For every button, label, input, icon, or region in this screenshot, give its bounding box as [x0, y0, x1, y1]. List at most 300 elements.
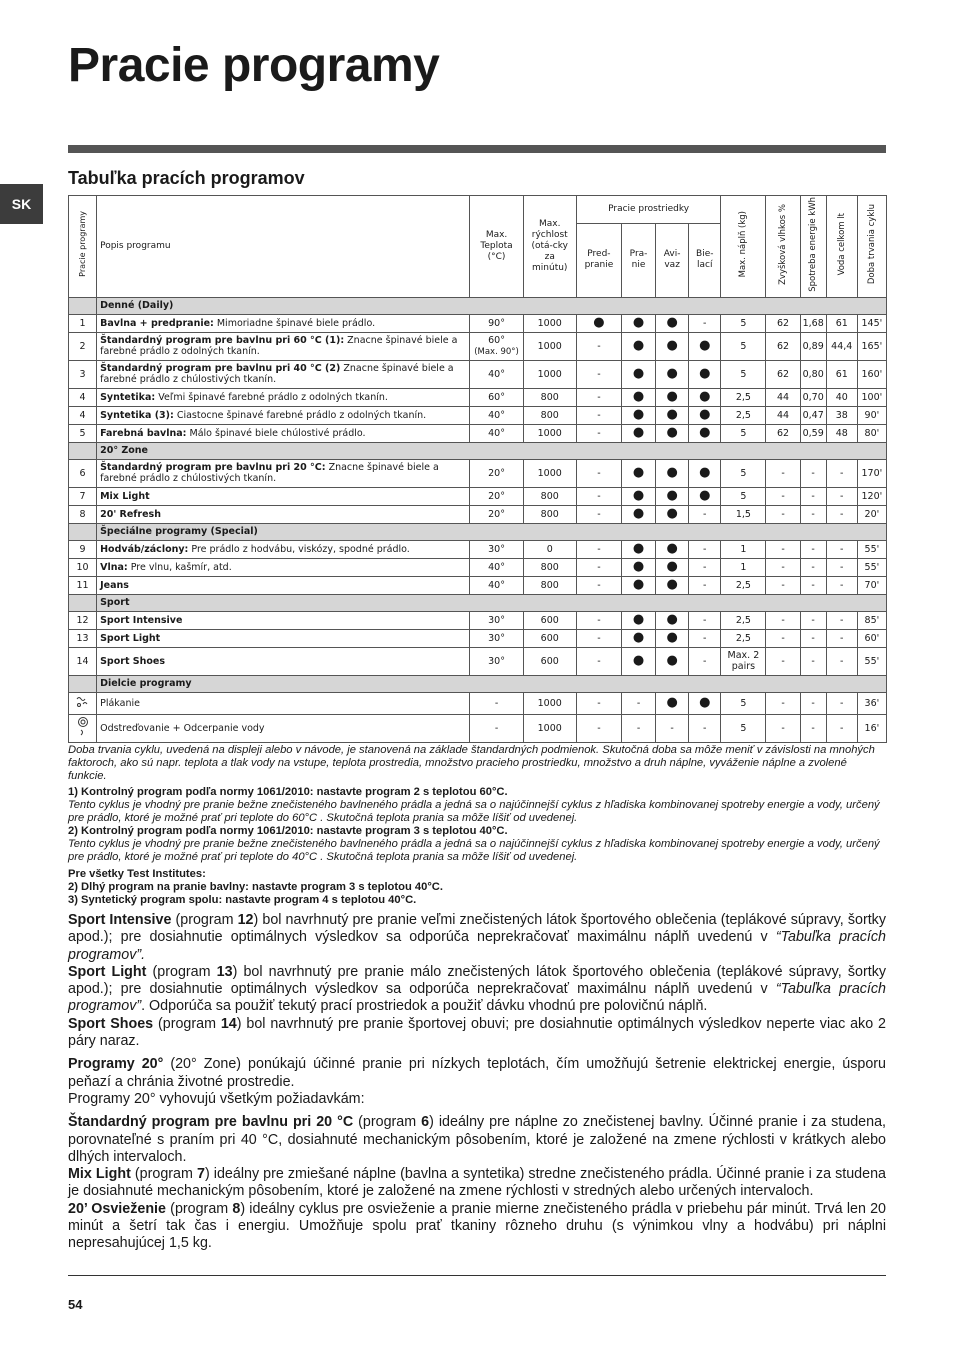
max-temp-value: 40°	[488, 579, 505, 591]
program-detail: Mimoriadne špinavé biele prádlo.	[213, 317, 376, 329]
moisture-cell: 44	[766, 406, 800, 424]
max-speed-cell: 1000	[523, 332, 576, 360]
section-title: Sport	[97, 594, 887, 611]
table-row	[69, 505, 887, 523]
max-temp-cell	[470, 692, 523, 714]
max-temp-cell	[470, 576, 523, 594]
program-number: 7	[69, 487, 97, 505]
water-cell: -	[826, 459, 857, 487]
note-control-1-text: Tento cyklus je vhodný pre pranie bežne znečisteného bavlneného prádla a jedná sa o najúčinnejší cyklus z hľadiska kombinovanej spotreby energie a vody, určený pre prádlo, ktoré je možné prať pri teplote do 60°C . Skutočná teplota prania sa môže líšiť od uvedenej.	[68, 799, 880, 824]
duration-cell: 70'	[857, 576, 886, 594]
max-temp-value: 60°	[488, 391, 505, 403]
bleach-cell: -	[689, 540, 721, 558]
program-name: Hodváb/záclony:	[100, 543, 189, 555]
water-cell: -	[826, 558, 857, 576]
moisture-cell: -	[766, 558, 800, 576]
max-temp-cell	[470, 629, 523, 647]
program-description	[97, 505, 470, 523]
header-max-temp: Max. Teplota (°C)	[470, 196, 523, 298]
max-temp-cell	[470, 540, 523, 558]
water-cell: 40	[826, 388, 857, 406]
table-row	[69, 540, 887, 558]
table-row	[69, 360, 887, 388]
bleach-cell: ●	[689, 332, 721, 360]
bleach-cell: ●	[689, 406, 721, 424]
moisture-cell: 62	[766, 314, 800, 332]
program-number: 13	[69, 629, 97, 647]
duration-cell: 160'	[857, 360, 886, 388]
water-cell: -	[826, 540, 857, 558]
paragraph-cotton-20: Štandardný program pre bavlnu pri 20 °C (program 6) ideálny pre náplne zo znečistenej bavlny. Účinné pranie i za studena, porovnateľné s praním pri 40 °C, dosiahnuté mechanickým pôsobením, ktoré je založené na zmene rýchlosti v krátkych alebo dlhých intervaloch.	[68, 1114, 886, 1165]
energy-cell: -	[800, 647, 826, 675]
program-description	[97, 558, 470, 576]
bleach-cell: -	[689, 505, 721, 523]
header-rule	[68, 145, 886, 153]
softener-cell: -	[656, 714, 689, 742]
max-load-cell: 5	[721, 487, 766, 505]
section-header	[69, 594, 887, 611]
softener-cell: ●	[656, 558, 689, 576]
paragraph-sport-light: Sport Light (program 13) bol navrhnutý pre pranie málo znečistených látok športového oblečenia (teplákové súpravy, šortky apod.); pre dosiahnutie optimálnych výsledkov sa odporúča neprekračovať maximálnu náplň uvedenú v “Tabuľka pracích programov”. Odporúča sa použiť tekutý prací prostriedok a použiť dávku vhodnú pre polovičnú náplň.	[68, 963, 886, 1015]
prewash-cell: -	[576, 714, 621, 742]
max-speed-cell: 600	[523, 611, 576, 629]
programs-table-body	[69, 297, 887, 742]
section-blank	[69, 523, 97, 540]
wash-cell: ●	[621, 360, 655, 388]
program-number: 4	[69, 388, 97, 406]
bleach-cell: -	[689, 314, 721, 332]
max-temp-value: 20°	[488, 490, 505, 502]
max-speed-cell: 800	[523, 558, 576, 576]
table-notes	[68, 744, 888, 907]
max-temp-cell	[470, 406, 523, 424]
duration-cell: 170'	[857, 459, 886, 487]
wash-cell: -	[621, 692, 655, 714]
paragraph-sport-intensive: Sport Intensive (program 12) bol navrhnutý pre pranie veľmi znečistených látok športového oblečenia (teplákové súpravy, šortky apod.); pre dosiahnutie optimálnych výsledkov sa odporúča neprekračovať maximálnu náplň uvedenú v “Tabuľka pracích programov”.	[68, 912, 886, 963]
bleach-cell: ●	[689, 459, 721, 487]
max-temp-value: 30°	[488, 632, 505, 644]
energy-cell: 0,70	[800, 388, 826, 406]
energy-cell: 0,80	[800, 360, 826, 388]
softener-cell: ●	[656, 388, 689, 406]
max-speed-cell: 800	[523, 487, 576, 505]
softener-cell: ●	[656, 459, 689, 487]
softener-cell: ●	[656, 629, 689, 647]
header-max-load: Max. náplň (kg)	[721, 196, 766, 298]
max-temp-value: 20°	[488, 508, 505, 520]
water-cell: -	[826, 487, 857, 505]
duration-cell: 55'	[857, 647, 886, 675]
wash-cell: ●	[621, 406, 655, 424]
header-moisture: Zvyšková vlhkos %	[766, 196, 800, 298]
max-temp-cell	[470, 360, 523, 388]
max-load-cell: Max. 2 pairs	[721, 647, 766, 675]
energy-cell: -	[800, 505, 826, 523]
wash-cell: ●	[621, 505, 655, 523]
program-detail: Plákanie	[100, 697, 140, 709]
program-description	[97, 388, 470, 406]
max-load-cell: 5	[721, 459, 766, 487]
bleach-cell: -	[689, 611, 721, 629]
program-description	[97, 424, 470, 442]
max-temp-value: 40°	[488, 561, 505, 573]
prewash-cell: -	[576, 540, 621, 558]
water-cell: 44,4	[826, 332, 857, 360]
duration-cell: 16'	[857, 714, 886, 742]
moisture-cell: 62	[766, 360, 800, 388]
max-temp-cell	[470, 332, 523, 360]
paragraph-sport-shoes: Sport Shoes (program 14) bol navrhnutý pre pranie športovej obuvi; pre dosiahnutie optimálnych výsledkov neperte viac ako 2 páry naraz.	[68, 1015, 886, 1050]
max-load-cell: 2,5	[721, 611, 766, 629]
program-name: Štandardný program pre bavlnu pri 40 °C (2)	[100, 363, 341, 375]
water-cell: 61	[826, 360, 857, 388]
program-description	[97, 540, 470, 558]
moisture-cell: -	[766, 487, 800, 505]
note-duration: Doba trvania cyklu, uvedená na displeji alebo v návode, je stanovená na základe štandardných podmienok. Skutočná doba sa môže meniť v závislosti na mnohých faktoroch, ako sú napr. teplota a tlak vody na vstupe, teplota prostredia, množstvo pracieho prostriedku, množstvo a druh náplne, vyváženie náplne a zvolené funkcie.	[68, 744, 875, 782]
energy-cell: -	[800, 459, 826, 487]
max-temp-cell	[470, 714, 523, 742]
bleach-cell: ●	[689, 388, 721, 406]
prewash-cell: -	[576, 459, 621, 487]
softener-cell: ●	[656, 505, 689, 523]
max-temp-value: 30°	[488, 543, 505, 555]
max-speed-cell: 1000	[523, 692, 576, 714]
program-number: 1	[69, 314, 97, 332]
max-speed-cell: 1000	[523, 424, 576, 442]
moisture-cell: -	[766, 459, 800, 487]
wash-cell: ●	[621, 647, 655, 675]
program-name: Sport Intensive	[100, 614, 183, 626]
max-speed-cell: 0	[523, 540, 576, 558]
wash-cell: ●	[621, 629, 655, 647]
energy-cell: 0,89	[800, 332, 826, 360]
softener-cell: ●	[656, 332, 689, 360]
bleach-cell: -	[689, 714, 721, 742]
wash-cell: ●	[621, 576, 655, 594]
prewash-cell: -	[576, 576, 621, 594]
max-load-cell: 2,5	[721, 629, 766, 647]
softener-cell: ●	[656, 406, 689, 424]
prewash-cell: -	[576, 692, 621, 714]
section-header	[69, 297, 887, 314]
max-speed-cell: 800	[523, 388, 576, 406]
bleach-cell: ●	[689, 424, 721, 442]
note-long-cotton: 2) Dlhý program na pranie bavlny: nastavte program 3 s teplotou 40°C.	[68, 881, 443, 893]
table-row	[69, 714, 887, 742]
section-header	[69, 523, 887, 540]
moisture-cell: 62	[766, 424, 800, 442]
table-row	[69, 647, 887, 675]
program-name: Mix Light	[100, 490, 150, 502]
moisture-cell: -	[766, 611, 800, 629]
max-temp-value: 20°	[488, 467, 505, 479]
max-temp-value: 40°	[488, 409, 505, 421]
max-temp-cell	[470, 459, 523, 487]
program-name: Syntetika (3):	[100, 409, 174, 421]
section-subtitle: Tabuľka pracích programov	[68, 168, 305, 188]
program-detail: Odstreďovanie + Odcerpanie vody	[100, 722, 265, 734]
section-header	[69, 442, 887, 459]
header-programs: Pracie programy	[69, 196, 97, 298]
max-speed-cell: 800	[523, 406, 576, 424]
duration-cell: 100'	[857, 388, 886, 406]
program-number: 6	[69, 459, 97, 487]
max-temp-value: -	[494, 722, 499, 734]
water-cell: -	[826, 692, 857, 714]
wash-cell: ●	[621, 424, 655, 442]
max-load-cell: 1,5	[721, 505, 766, 523]
program-name: Syntetika:	[100, 391, 156, 403]
table-row	[69, 314, 887, 332]
header-detergents: Pracie prostriedky	[576, 196, 721, 224]
softener-cell: ●	[656, 576, 689, 594]
note-synthetic: 3) Syntetický program spolu: nastavte program 4 s teplotou 40°C.	[68, 894, 417, 906]
max-temp-note: (Max. 90°)	[474, 347, 519, 358]
program-number: 4	[69, 406, 97, 424]
energy-cell: 0,47	[800, 406, 826, 424]
energy-cell: -	[800, 540, 826, 558]
duration-cell: 55'	[857, 558, 886, 576]
note-institutes: Pre všetky Test Institutes:	[68, 868, 206, 880]
program-number: 11	[69, 576, 97, 594]
program-detail: Znacne špinavé biele a farebné prádlo z odolných tkanín.	[100, 335, 458, 358]
header-bleach: Bie-lací	[689, 223, 721, 297]
water-cell: -	[826, 576, 857, 594]
table-row	[69, 692, 887, 714]
max-load-cell: 5	[721, 332, 766, 360]
wash-cell: ●	[621, 388, 655, 406]
wash-cell: ●	[621, 487, 655, 505]
wash-cell: ●	[621, 611, 655, 629]
program-name: Sport Shoes	[100, 655, 166, 667]
header-softener: Avi-vaz	[656, 223, 689, 297]
program-name: Jeans	[100, 579, 129, 591]
moisture-cell: -	[766, 692, 800, 714]
moisture-cell: 62	[766, 332, 800, 360]
program-description	[97, 576, 470, 594]
program-detail: Pre prádlo z hodvábu, viskózy, spodné prádlo.	[188, 543, 410, 555]
duration-cell: 90'	[857, 406, 886, 424]
program-name: Farebná bavlna:	[100, 427, 187, 439]
bleach-cell: -	[689, 558, 721, 576]
energy-cell: -	[800, 611, 826, 629]
energy-cell: -	[800, 576, 826, 594]
max-load-cell: 5	[721, 424, 766, 442]
header-description: Popis programu	[97, 196, 470, 298]
max-speed-cell: 1000	[523, 360, 576, 388]
energy-cell: -	[800, 558, 826, 576]
program-description	[97, 332, 470, 360]
wash-cell: ●	[621, 540, 655, 558]
max-temp-cell	[470, 487, 523, 505]
duration-cell: 85'	[857, 611, 886, 629]
section-title: Špeciálne programy (Special)	[97, 523, 887, 540]
max-speed-cell: 600	[523, 647, 576, 675]
bleach-cell: -	[689, 576, 721, 594]
softener-cell: ●	[656, 487, 689, 505]
max-speed-cell: 1000	[523, 714, 576, 742]
prewash-cell: -	[576, 505, 621, 523]
rinse-icon	[69, 692, 97, 714]
program-detail: Znacne špinavé biele a farebné prádlo z chúlostivých tkanín.	[100, 462, 439, 485]
softener-cell: ●	[656, 647, 689, 675]
moisture-cell: -	[766, 714, 800, 742]
paragraph-requirements: Programy 20° vyhovujú všetkým požiadavkám:	[68, 1090, 365, 1107]
max-load-cell: 1	[721, 558, 766, 576]
table-row	[69, 388, 887, 406]
duration-cell: 55'	[857, 540, 886, 558]
max-temp-cell	[470, 647, 523, 675]
bleach-cell: ●	[689, 487, 721, 505]
note-control-2-text: Tento cyklus je vhodný pre pranie bežne znečisteného bavlneného prádla a jedná sa o najúčinnejší cyklus z hľadiska kombinovanej spotreby energie a vody, určený pre prádlo, ktoré je možné prať pri teplote do 40°C . Skutočná teplota prania sa môže líšiť od uvedenej.	[68, 838, 880, 863]
max-load-cell: 2,5	[721, 406, 766, 424]
program-name: Sport Light	[100, 632, 161, 644]
energy-cell: 1,68	[800, 314, 826, 332]
softener-cell: ●	[656, 424, 689, 442]
max-temp-value: 60°	[488, 335, 505, 347]
language-tab: SK	[0, 184, 43, 224]
moisture-cell: -	[766, 505, 800, 523]
program-detail: Pre vlnu, kašmír, atd.	[127, 561, 232, 573]
prewash-cell: -	[576, 558, 621, 576]
section-title: Dielcie programy	[97, 675, 887, 692]
max-temp-cell	[470, 314, 523, 332]
spin-drain-icon	[69, 714, 97, 742]
energy-cell: 0,59	[800, 424, 826, 442]
program-description	[97, 692, 470, 714]
max-temp-value: 90°	[488, 317, 505, 329]
water-cell: -	[826, 629, 857, 647]
water-cell: -	[826, 647, 857, 675]
softener-cell: ●	[656, 692, 689, 714]
program-number: 3	[69, 360, 97, 388]
softener-cell: ●	[656, 360, 689, 388]
program-name: Vlna:	[100, 561, 128, 573]
program-name: 20' Refresh	[100, 508, 161, 520]
page-title: Pracie programy	[68, 39, 440, 92]
program-number: 12	[69, 611, 97, 629]
program-description	[97, 406, 470, 424]
note-control-2: 2) Kontrolný program podľa normy 1061/2010: nastavte program 3 s teplotou 40°C.	[68, 825, 508, 837]
prewash-cell: -	[576, 406, 621, 424]
prewash-cell: -	[576, 647, 621, 675]
program-name: Bavlna + predpranie:	[100, 317, 214, 329]
max-load-cell: 5	[721, 360, 766, 388]
section-blank	[69, 594, 97, 611]
bleach-cell: -	[689, 629, 721, 647]
softener-cell: ●	[656, 611, 689, 629]
moisture-cell: 44	[766, 388, 800, 406]
table-row	[69, 332, 887, 360]
header-water: Voda celkom lt	[826, 196, 857, 298]
program-detail: Veľmi špinavé farebné prádlo z odolných tkanín.	[155, 391, 388, 403]
max-load-cell: 2,5	[721, 576, 766, 594]
energy-cell: -	[800, 714, 826, 742]
duration-cell: 165'	[857, 332, 886, 360]
header-energy: Spotreba energie kWh	[800, 196, 826, 298]
section-title: Denné (Daily)	[97, 297, 887, 314]
wash-cell: ●	[621, 558, 655, 576]
wash-cell: ●	[621, 332, 655, 360]
header-max-speed: Max. rýchlost (otá-cky za minútu)	[523, 196, 576, 298]
max-temp-value: 30°	[488, 655, 505, 667]
bleach-cell: ●	[689, 692, 721, 714]
table-row	[69, 487, 887, 505]
table-row	[69, 406, 887, 424]
program-number: 10	[69, 558, 97, 576]
page-number: 54	[68, 1297, 83, 1312]
prewash-cell: -	[576, 611, 621, 629]
program-description	[97, 714, 470, 742]
softener-cell: ●	[656, 540, 689, 558]
energy-cell: -	[800, 692, 826, 714]
program-detail: Ciastocne špinavé farebné prádlo z odolných tkanín.	[173, 409, 427, 421]
bleach-cell: ●	[689, 360, 721, 388]
prewash-cell: -	[576, 388, 621, 406]
paragraph-mix-light: Mix Light (program 7) ideálny pre zmiešané náplne (bavlna a syntetika) stredne znečisteného prádla. Účinné pranie i za studena je dosiahnuté mechanickým pôsobením, ktoré je založené na zmene rýchlosti v stredných alebo určených intervaloch.	[68, 1166, 886, 1200]
energy-cell: -	[800, 487, 826, 505]
paragraph-programs-20: Programy 20° (20° Zone) ponúkajú účinné pranie pri nízkych teplotách, čím umožňujú šetrenie elektrickej energie, úsporu peňazí a chránia životné prostredie.	[68, 1056, 886, 1090]
header-duration: Doba trvania cyklu	[857, 196, 886, 298]
program-name: Štandardný program pre bavlnu pri 60 °C (1):	[100, 335, 345, 347]
max-speed-cell: 800	[523, 576, 576, 594]
water-cell: 61	[826, 314, 857, 332]
table-row	[69, 459, 887, 487]
prewash-cell: -	[576, 332, 621, 360]
max-temp-cell	[470, 505, 523, 523]
program-detail: Znacne špinavé biele a farebné prádlo z chúlostivých tkanín.	[100, 363, 454, 386]
wash-cell: ●	[621, 459, 655, 487]
bleach-cell: -	[689, 647, 721, 675]
water-cell: 48	[826, 424, 857, 442]
program-description	[97, 459, 470, 487]
programs-table	[68, 195, 887, 743]
max-temp-cell	[470, 424, 523, 442]
prewash-cell: -	[576, 487, 621, 505]
max-speed-cell: 600	[523, 629, 576, 647]
moisture-cell: -	[766, 540, 800, 558]
prewash-cell: -	[576, 360, 621, 388]
duration-cell: 60'	[857, 629, 886, 647]
header-prewash: Pred-pranie	[576, 223, 621, 297]
section-header	[69, 675, 887, 692]
moisture-cell: -	[766, 647, 800, 675]
max-temp-value: -	[494, 697, 499, 709]
table-row	[69, 611, 887, 629]
program-number: 14	[69, 647, 97, 675]
program-name: Štandardný program pre bavlnu pri 20 °C:	[100, 462, 326, 474]
program-number: 8	[69, 505, 97, 523]
footer-rule	[68, 1275, 886, 1276]
table-row	[69, 576, 887, 594]
section-blank	[69, 297, 97, 314]
energy-cell: -	[800, 629, 826, 647]
max-speed-cell: 1000	[523, 459, 576, 487]
wash-cell: -	[621, 714, 655, 742]
max-speed-cell: 800	[523, 505, 576, 523]
program-description	[97, 360, 470, 388]
program-description	[97, 314, 470, 332]
max-speed-cell: 1000	[523, 314, 576, 332]
prewash-cell: ●	[576, 314, 621, 332]
duration-cell: 80'	[857, 424, 886, 442]
table-row	[69, 424, 887, 442]
duration-cell: 145'	[857, 314, 886, 332]
max-temp-cell	[470, 611, 523, 629]
water-cell: 38	[826, 406, 857, 424]
max-temp-value: 40°	[488, 368, 505, 380]
max-load-cell: 2,5	[721, 388, 766, 406]
